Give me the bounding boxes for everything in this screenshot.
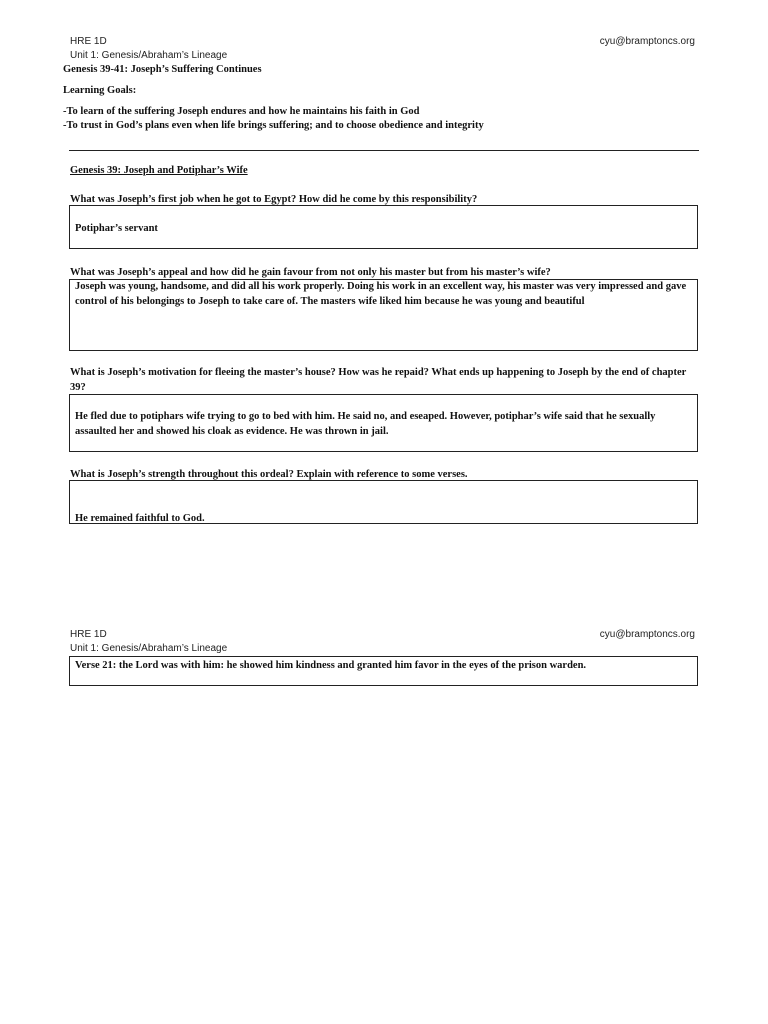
answer-box-2[interactable] [69, 279, 698, 351]
question-1: What was Joseph’s first job when he got to Egypt? How did he come by this responsibility? [70, 194, 478, 205]
header-email: cyu@bramptoncs.org [599, 36, 695, 47]
learning-goal-1: -To learn of the suffering Joseph endures and how he maintains his faith in God [63, 106, 420, 117]
learning-goal-2: -To trust in God’s plans even when life brings suffering; and to choose obedience and integrity [63, 120, 484, 131]
continued-answer-box[interactable] [69, 656, 698, 686]
question-3: What is Joseph’s motivation for fleeing the master’s house? How was he repaid? What ends up happening to Joseph by the end of chapter 39? [70, 367, 687, 393]
answer-1: Potiphar’s servant [75, 223, 158, 234]
page2-header-email: cyu@bramptoncs.org [599, 629, 695, 640]
page2-header-course: HRE 1D [70, 629, 107, 640]
learning-goals-heading: Learning Goals: [63, 85, 137, 96]
continued-answer: Verse 21: the Lord was with him: he showed him kindness and granted him favor in the eyes of the prison warden. [75, 660, 587, 671]
header-course: HRE 1D [70, 36, 107, 47]
answer-box-3[interactable] [69, 394, 698, 452]
divider-line [69, 150, 699, 151]
header-unit: Unit 1: Genesis/Abraham’s Lineage [70, 50, 228, 61]
page2-header-unit: Unit 1: Genesis/Abraham’s Lineage [70, 643, 228, 654]
section-title: Genesis 39: Joseph and Potiphar’s Wife [70, 165, 248, 176]
lesson-title: Genesis 39-41: Joseph’s Suffering Continues [63, 64, 262, 75]
answer-box-1[interactable] [69, 205, 698, 249]
answer-box-4[interactable] [69, 480, 698, 524]
question-2: What was Joseph’s appeal and how did he gain favour from not only his master but from his master’s wife? [70, 267, 551, 278]
question-4: What is Joseph’s strength throughout this ordeal? Explain with reference to some verses. [70, 469, 468, 480]
answer-3: He fled due to potiphars wife trying to go to bed with him. He said no, and eseaped. However, potiphar’s wife said that he sexually assaulted her and showed his cloak as evidence. He was thrown in jail. [75, 411, 656, 437]
answer-4: He remained faithful to God. [75, 513, 205, 524]
answer-2: Joseph was young, handsome, and did all his work properly. Doing his work in an excellent way, his master was very impressed and gave control of his belongings to Joseph to take care of. The masters wife liked him because he was young and beautiful [75, 281, 687, 307]
